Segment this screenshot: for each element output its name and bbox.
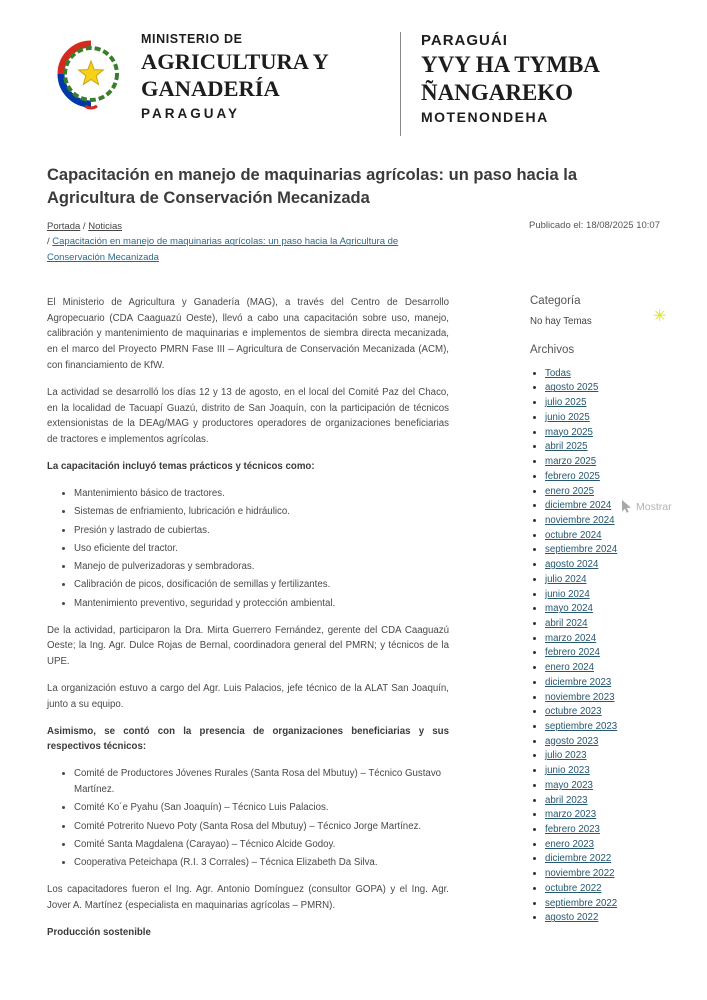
topic-item: • Uso eficiente del tractor. [74,541,449,557]
archive-link[interactable]: junio 2023 [545,765,590,777]
archive-link[interactable]: enero 2024 [545,662,595,674]
archives-title: Archivos [530,343,575,356]
archive-link[interactable]: enero 2025 [545,485,595,497]
archive-link[interactable]: octubre 2024 [545,529,602,541]
archive-link[interactable]: noviembre 2024 [545,514,615,526]
ministry-line: GANADERÍA [141,76,280,102]
archive-item [545,795,660,807]
archive-link[interactable]: abril 2023 [545,794,588,806]
archive-item [545,839,660,851]
coat-of-arms-logo[interactable] [55,30,127,118]
archive-item [545,397,660,409]
archive-item [545,868,660,880]
archive-link[interactable]: agosto 2024 [545,559,599,571]
archive-item [545,530,660,542]
organization-item: • Comité Potrerito Nuevo Poty (Santa Rosa del Mbutuy) – Técnico Jorge Martínez. [74,819,449,835]
paragraph: De la actividad, participaron la Dra. Mirta Guerrero Fernández, gerente del CDA Caaguazú Oeste; la Ing. Agr. Dulce Rojas de Bernal, coordinadora general del PMRN; y técnicos de la UPE. [47,624,449,668]
archive-link[interactable]: enero 2023 [545,838,595,850]
archive-link[interactable]: diciembre 2022 [545,853,612,865]
topic-item: • Presión y lastrado de cubiertas. [74,523,449,539]
archive-item [545,750,660,762]
breadcrumb-separator: / [47,236,50,248]
category-empty-text: No hay Temas [530,315,592,327]
archive-link[interactable]: noviembre 2022 [545,868,615,880]
archive-item [545,456,660,468]
archive-link[interactable]: mayo 2024 [545,603,593,615]
section-heading: Producción sostenible [47,926,151,938]
archive-link[interactable]: junio 2024 [545,588,590,600]
archive-link[interactable]: abril 2025 [545,441,588,453]
archive-item [545,677,660,689]
archive-item [545,883,660,895]
archive-link[interactable]: febrero 2023 [545,824,600,836]
archive-link[interactable]: septiembre 2023 [545,721,618,732]
organizations-heading: Asimismo, se contó con la presencia de organizaciones beneficiarias y sus respectivos técnicos: [47,725,449,753]
archive-link[interactable]: julio 2025 [545,397,587,409]
paragraph: La organización estuvo a cargo del Agr. Luis Palacios, jefe técnico de la ALAT San Joaquín, junto a su equipo. [47,683,449,710]
archive-item [545,647,660,659]
ministry-name [141,30,329,121]
guarani-line: YVY HA TYMBA [421,52,600,77]
topic-item: • Manejo de pulverizadoras y sembradoras. [74,559,449,575]
breadcrumb-link-noticias[interactable]: Noticias [88,221,122,233]
archive-item [545,721,660,733]
archive-item [545,662,660,674]
archive-item [545,824,660,836]
archive-item [545,692,660,704]
archive-link[interactable]: julio 2023 [545,750,587,762]
guarani-line: MOTENONDEHA [421,109,549,126]
archive-link[interactable]: julio 2024 [545,573,587,585]
paragraph: La actividad se desarrolló los días 12 y 13 de agosto, en el local del Comité Paz del Chaco, en la localidad de Tacuapí Guazú, distrito de San Joaquín, con la participación de técnicos extensionistas de la DEAg/MAG y productores operadores de organizaciones beneficiarias de tractores e implementos agrícolas. [47,386,449,446]
archive-item [545,780,660,792]
archive-link[interactable]: octubre 2022 [545,882,602,894]
archive-link[interactable]: abril 2024 [545,617,588,629]
archive-link[interactable]: mayo 2025 [545,426,593,438]
archive-link[interactable]: junio 2025 [545,411,590,423]
archive-item [545,471,660,483]
breadcrumb [47,219,409,265]
topic-item: • Mantenimiento preventivo, seguridad y protección ambiental. [74,596,449,612]
topics-list [47,486,449,612]
archive-item [545,544,660,556]
archive-link[interactable]: marzo 2025 [545,456,597,468]
archive-link[interactable]: Todas [545,367,571,379]
organizations-list [47,766,449,871]
topic-item: • Sistemas de enfriamiento, lubricación e hidráulico. [74,504,449,520]
archive-item [545,809,660,821]
archive-item [545,618,660,630]
archive-link[interactable]: agosto 2025 [545,382,599,394]
archive-link[interactable]: septiembre 2024 [545,544,618,556]
archive-link[interactable]: diciembre 2024 [545,500,612,512]
category-title: Categoría [530,294,581,307]
archive-link[interactable]: febrero 2024 [545,647,600,659]
archive-item [545,515,660,527]
archive-item [545,368,660,380]
mostrar-tooltip [618,499,675,514]
archive-link[interactable]: marzo 2023 [545,809,597,821]
guarani-brand [401,30,600,125]
organization-item: • Cooperativa Peteichapa (R.I. 3 Corrales) – Técnica Elizabeth Da Silva. [74,855,449,871]
archive-link[interactable]: febrero 2025 [545,470,600,482]
archive-link[interactable]: mayo 2023 [545,779,593,791]
ministry-line: AGRICULTURA Y [141,49,329,74]
organization-item: • Comité de Productores Jóvenes Rurales (Santa Rosa del Mbutuy) – Técnico Gustavo Martínez. [74,766,449,798]
published-date: Publicado el: 18/08/2025 10:07 [529,220,660,232]
archive-link[interactable]: agosto 2023 [545,735,599,747]
archive-link[interactable]: septiembre 2022 [545,897,618,909]
page-title: Capacitación en manejo de maquinarias agrícolas: un paso hacia la Agricultura de Conservación Mecanizada [47,166,578,208]
ministry-line: MINISTERIO DE [141,32,243,46]
archive-list [530,368,660,924]
tooltip-label: Mostrar [636,500,672,513]
archive-item [545,853,660,865]
organization-item: • Comité Santa Magdalena (Carayao) – Técnico Alcide Godoy. [74,837,449,853]
ministry-brand [55,30,400,121]
archive-item [545,486,660,498]
organization-item: • Comité Ko´e Pyahu (San Joaquín) – Técnico Luis Palacios. [74,800,449,816]
archive-item [545,912,660,924]
guarani-line: PARAGUÁI [421,32,508,49]
paragraph: Los capacitadores fueron el Ing. Agr. Antonio Domínguez (consultor GOPA) y el Ing. Agr. Jover A. Martínez (especialista en maquinarias agrícolas – PMRN). [47,884,449,911]
archive-item [545,736,660,748]
archive-item [545,765,660,777]
sidebar [530,295,660,952]
archive-link[interactable]: agosto 2022 [545,912,599,924]
site-header [0,0,707,156]
accessibility-widget-icon[interactable]: ✳ [653,308,667,325]
breadcrumb-link-portada[interactable]: Portada [47,221,81,233]
archive-item [545,603,660,615]
archive-item [545,412,660,424]
archive-item [545,441,660,453]
archive-item [545,589,660,601]
topic-item: • Mantenimiento básico de tractores. [74,486,449,502]
archive-link[interactable]: octubre 2023 [545,706,602,718]
archive-item [545,559,660,571]
guarani-line: ÑANGAREKO [421,79,574,105]
topic-item: • Calibración de picos, dosificación de semillas y fertilizantes. [74,577,449,593]
archive-item [545,382,660,394]
article-body [47,295,449,952]
archive-link[interactable]: diciembre 2023 [545,676,612,688]
archive-link[interactable]: marzo 2024 [545,632,597,644]
archive-item [545,427,660,439]
archive-item [545,706,660,718]
archive-item [545,633,660,645]
paragraph: El Ministerio de Agricultura y Ganadería (MAG), a través del Centro de Desarrollo Agropecuario (CDA Caaguazú Oeste), llevó a cabo una capacitación sobre uso, manejo, calibración y mantenimiento de maquinarias e implementos de siembra directa mecanizada, en el marco del Proyecto PMRN Fase III – Agricultura de Conservación Mecanizada (ACM), con financiamiento de KfW. [47,296,449,371]
archive-item [545,898,660,910]
ministry-line: PARAGUAY [141,105,241,121]
archive-link[interactable]: noviembre 2023 [545,691,615,703]
breadcrumb-separator: / [82,221,86,233]
breadcrumb-current: Capacitación en manejo de maquinarias agrícolas: un paso hacia la Agricultura de Conservación Mecanizada [47,236,399,263]
cursor-icon [621,500,632,513]
topics-heading: La capacitación incluyó temas prácticos y técnicos como: [47,461,315,473]
archive-item [545,574,660,586]
